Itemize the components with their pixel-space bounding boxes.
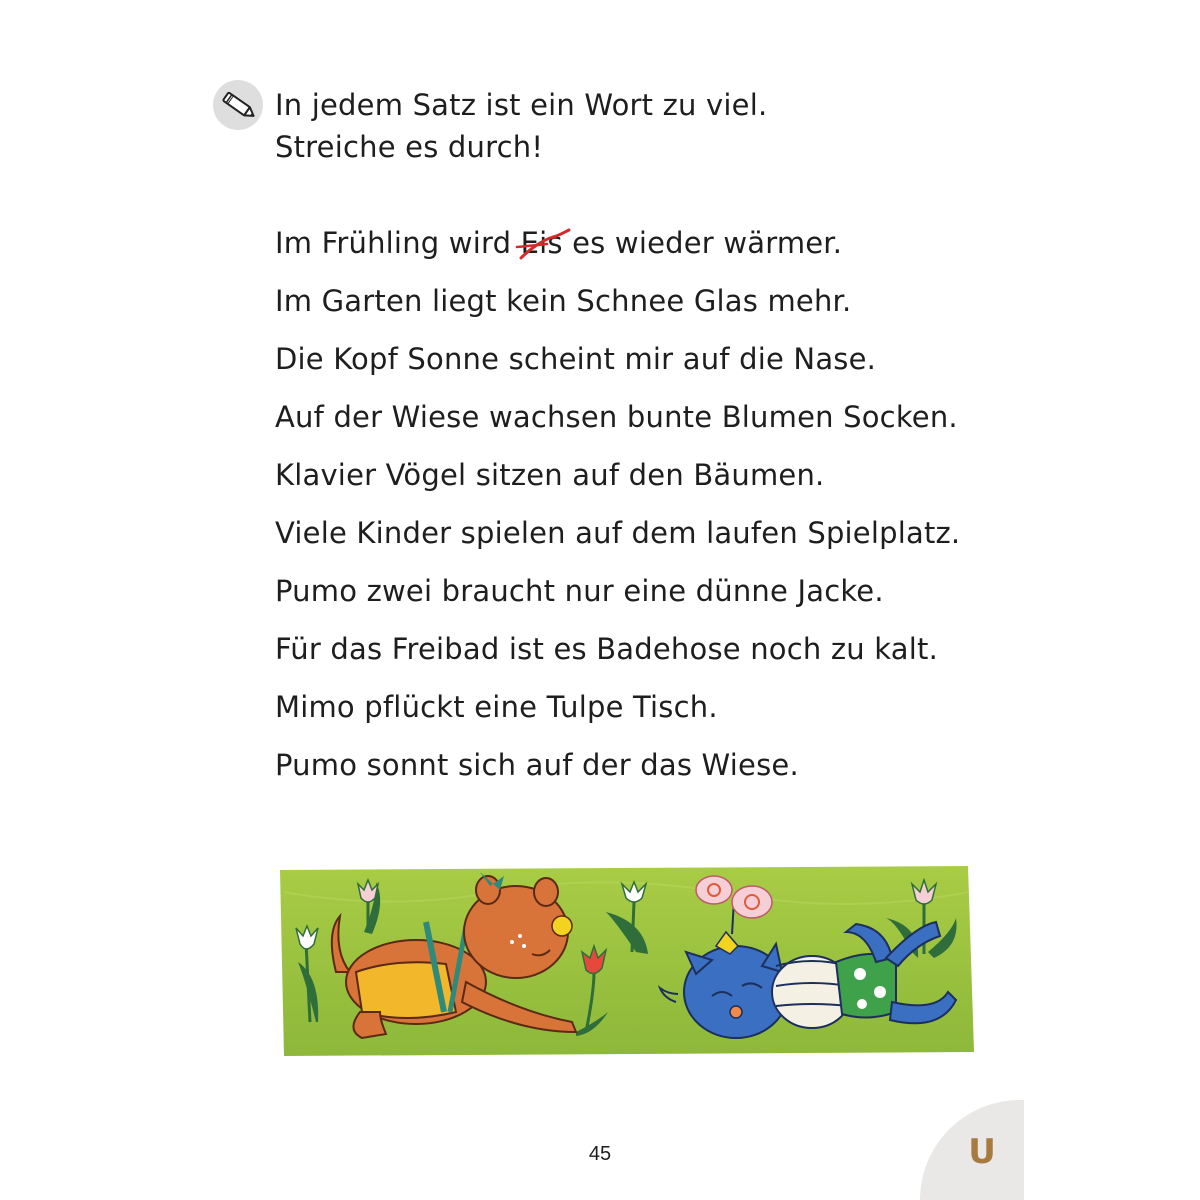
sentence-8: Für das Freibad ist es Badehose noch zu kalt. (275, 632, 939, 666)
red-strike-mark (517, 228, 573, 262)
section-letter: U (968, 1132, 996, 1172)
sentence-list (275, 222, 1055, 802)
sentence-10: Pumo sonnt sich auf der das Wiese. (275, 748, 799, 782)
meadow-illustration (276, 862, 976, 1062)
instruction-line-1: In jedem Satz ist ein Wort zu viel. (275, 88, 768, 122)
page-number: 45 (588, 1143, 612, 1165)
sentence-5: Klavier Vögel sitzen auf den Bäumen. (275, 458, 825, 492)
struck-word-text: Eis (520, 226, 563, 260)
exercise-instruction (275, 84, 975, 168)
instruction-line-2: Streiche es durch! (275, 130, 544, 164)
sentence-6: Viele Kinder spielen auf dem laufen Spielplatz. (275, 516, 961, 550)
struck-word (521, 222, 563, 264)
sentence-2: Im Garten liegt kein Schnee Glas mehr. (275, 284, 852, 318)
sentence-1-after: es wieder wärmer. (562, 226, 843, 260)
sentence-1 (275, 222, 1055, 280)
pencil-icon (213, 80, 263, 130)
sentence-4: Auf der Wiese wachsen bunte Blumen Socken. (275, 400, 958, 434)
sentence-3: Die Kopf Sonne scheint mir auf die Nase. (275, 342, 877, 376)
sentence-7: Pumo zwei braucht nur eine dünne Jacke. (275, 574, 884, 608)
sentence-9: Mimo pflückt eine Tulpe Tisch. (275, 690, 718, 724)
sentence-1-before: Im Frühling wird (275, 226, 521, 260)
